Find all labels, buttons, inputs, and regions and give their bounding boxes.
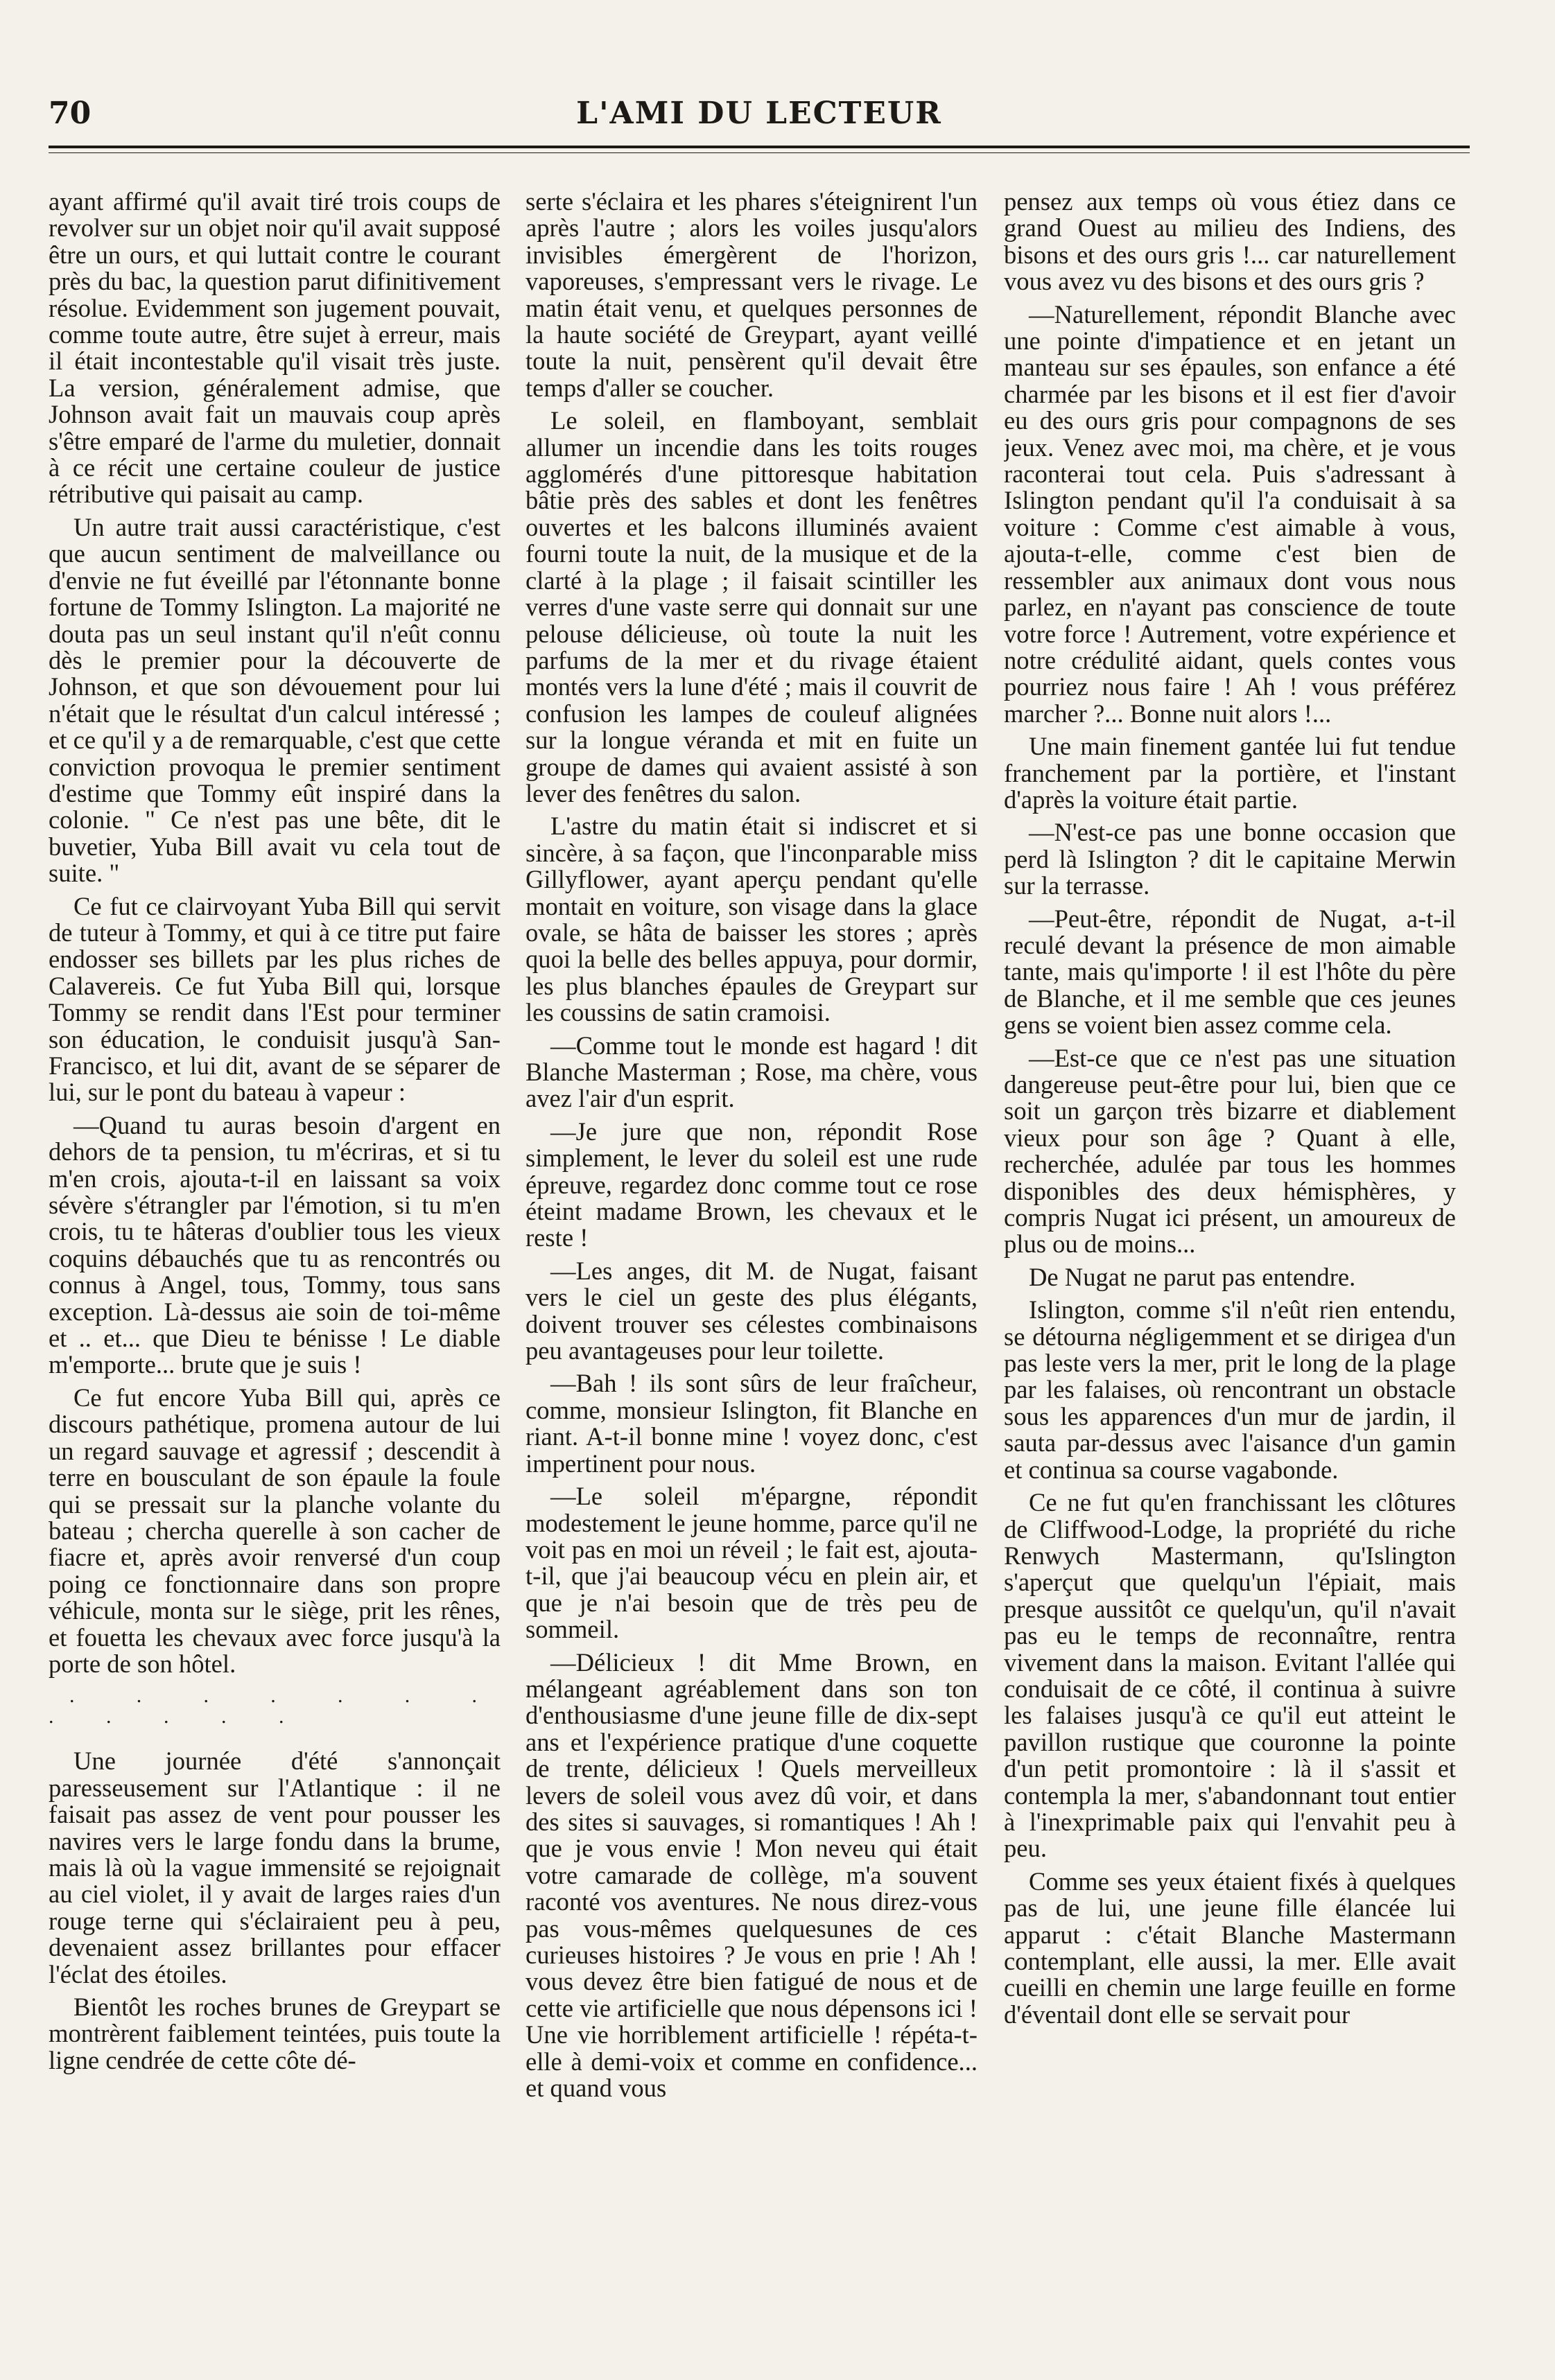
header-rule-thin [49,152,1470,153]
paragraph: Ce fut encore Yuba Bill qui, après ce discours pathétique, promena autour de lui un regard sauvage et agressif ; descendit à terre en bousculant de son épaule la foule qui se pressait sur la planche volante du bateau ; chercha querelle à son cacher de fiacre et, après avoir renversé d'un coup poing ce fonctionnaire dans son propre véhicule, monta sur le siège, prit les rênes, et fouetta les chevaux avec force jusqu'à la porte de son hôtel. [49,1383,501,1678]
paragraph: —Peut-être, répondit de Nugat, a-t-il reculé devant la présence de mon aimable tante, mais qu'importe ! il est l'hôte du père de Blanche, et il me semble que ces jeunes gens se voient bien assez comme cela. [1004,904,1456,1040]
paragraph: —Bah ! ils sont sûrs de leur fraîcheur, comme, monsieur Islington, fit Blanche en riant. A-t-il bonne mine ! voyez donc, c'est impertinent pour nous. [525,1369,978,1478]
paragraph: Comme ses yeux étaient fixés à quelques pas de lui, une jeune fille élancée lui apparut : c'était Blanche Mastermann contemplant, elle aussi, la mer. Elle avait cueilli en chemin une large feuille en forme d'éventail dont elle se servait pour [1004,1866,1456,2029]
paragraph: Bientôt les roches brunes de Greypart se montrèrent faiblement teintées, puis toute la ligne cendrée de cette côte dé- [49,1993,501,2074]
paragraph: Un autre trait aussi caractéristique, c'est que aucun sentiment de malveillance ou d'envie ne fut éveillé par l'étonnante bonne fortune de Tommy Islington. La majorité ne douta pas un seul instant qu'il n'eût connu dès le premier pour la découverte de Johnson, et que son dévouement pour lui n'était que le résultat d'un calcul intéressé ; et ce qu'il y a de remarquable, c'est que cette conviction provoqua le premier sentiment d'estime que Tommy eût inspiré dans la colonie. " Ce n'est pas une bête, dit le buvetier, Yuba Bill avait vu cela tout de suite. " [49,512,501,888]
header-rule [49,146,1470,148]
paragraph: —Je jure que non, répondit Rose simplement, le lever du soleil est une rude épreuve, regardez donc comme tout ce rose éteint madame Brown, les chevaux et le reste ! [525,1117,978,1252]
paragraph: —Les anges, dit M. de Nugat, faisant vers le ciel un geste des plus élégants, doivent trouver ses célestes combinaisons peu avantageuses pour leur toilette. [525,1256,978,1365]
paragraph: —Délicieux ! dit Mme Brown, en mélangeant agréablement dans son ton d'enthousiasme d'une jeune fille de dix-sept ans et l'expérience pratique d'une coquette de trente, délicieux ! Quels merveilleux levers de soleil vous avez dû voir, et dans des sites si sauvages, si romantiques ! Ah ! que je vous envie ! Mon neveu qui était votre camarade de collège, m'a souvent raconté vos aventures. Ne nous direz-vous pas vous-mêmes quelquesunes de ces curieuses histoires ? Je vous en prie ! Ah ! vous devez être bien fatigué de nous et de cette vie artificielle que nous dépensons ici ! Une vie horriblement artificielle ! répéta-t-elle à demi-voix et comme en confidence... et quand vous [525,1647,978,2103]
paragraph: —Le soleil m'épargne, répondit modestement le jeune homme, parce qu'il ne voit pas en moi un réveil ; le fait est, ajouta-t-il, que j'ai beaucoup vécu en plein air, et que je n'ai besoin que de très peu de sommeil. [525,1482,978,1644]
paragraph: serte s'éclaira et les phares s'éteignirent l'un après l'autre ; alors les voiles jusqu'alors invisibles émergèrent de l'horizon, vaporeuses, s'empressant vers le rivage. Le matin était venu, et quelques personnes de la haute société de Greypart, ayant veillé toute la nuit, pensèrent qu'il devait être temps d'aller se coucher. [525,189,978,402]
page-number: 70 [49,96,92,131]
column-3 [1004,189,1456,2351]
paragraph: Le soleil, en flamboyant, semblait allumer un incendie dans les toits rouges agglomérés d'une pittoresque habitation bâtie près des sables et dont les fenêtres ouvertes et les balcons illuminés avaient fourni toute la nuit, de la musique et de la clarté à la plage ; il faisait scintiller les verres d'une vaste serre qui donnait sur une pelouse délicieuse, où toute la nuit les parfums de la mer et du rivage étaient montés vers la lune d'été ; mais il couvrit de confusion les lampes de couleuf alignées sur la longue véranda et mit en fuite un groupe de dames qui avaient assisté à son lever des fenêtres du salon. [525,406,978,807]
column-1 [49,189,501,2351]
paragraph: Une main finement gantée lui fut tendue franchement par la portière, et l'instant d'après la voiture était partie. [1004,732,1456,814]
section-separator: . . . . . . . . . . . . [49,1684,501,1729]
paragraph: De Nugat ne parut pas entendre. [1029,1262,1356,1291]
paragraph: Ce ne fut qu'en franchissant les clôtures de Cliffwood-Lodge, la propriété du riche Renwych Mastermann, qu'Islington s'aperçut que quelqu'un l'épiait, mais presque aussitôt ce quelqu'un, qu'il n'avait pas eu le temps de reconnaître, rentra vivement dans la maison. Evitant l'allée qui conduisait de ce côté, il continua à suivre les falaises jusqu'à ce qu'il eut atteint le pavillon rustique que couronne la pointe d'un petit promontoire : là il s'assit et contempla la mer, s'abandonnant tout entier à l'inexprimable paix qui l'envahit peu à peu. [1004,1488,1456,1863]
page-header [49,96,1470,140]
journal-title: L'AMI DU LECTEUR [576,96,942,131]
paragraph: Une journée d'été s'annonçait paresseusement sur l'Atlantique : il ne faisait pas assez de vent pour pousser les navires vers le large fondu dans la brume, mais là où la vague immensité se rejoignait au ciel violet, il y avait de larges raies d'un rouge terne qui s'éclairaient peu à peu, devenaient assez brillantes pour effacer l'éclat des étoiles. [49,1747,501,1988]
paragraph: —N'est-ce pas une bonne occasion que perd là Islington ? dit le capitaine Merwin sur la terrasse. [1004,818,1456,900]
paragraph: —Naturellement, répondit Blanche avec une pointe d'impatience et en jetant un manteau sur ses épaules, son enfance a été charmée par les bisons et il est fier d'avoir eu des ours gris pour compagnons de ses jeux. Venez avec moi, ma chère, et je vous raconterai tout cela. Puis s'adressant à Islington pendant qu'il l'a conduisait à sa voiture : Comme c'est aimable à vous, ajouta-t-elle, comme c'est bien de ressembler aux animaux dont vous nous parlez, en n'ayant pas conscience de toute votre force ! Autrement, votre expérience et notre crédulité aidant, quels contes vous pourriez nous faire ! Ah ! vous préférez marcher ?... Bonne nuit alors !... [1004,299,1456,728]
paragraph: L'astre du matin était si indiscret et si sincère, à sa façon, que l'inconparable miss Gillyflower, ayant aperçu pendant qu'elle montait en voiture, son visage dans la glace ovale, se hâta de baisser les stores ; après quoi la belle des belles appuya, pour dormir, les plus blanches épaules de Greypart sur les coussins de satin cramoisi. [525,812,978,1027]
paragraph: —Est-ce que ce n'est pas une situation dangereuse peut-être pour lui, bien que ce soit un garçon très bizarre et diablement vieux pour son âge ? Quant à elle, recherchée, adulée par tous les hommes disponibles des deux hémisphères, y compris Nugat ici présent, un amoureux de plus ou de moins... [1004,1043,1456,1259]
paragraph: Islington, comme s'il n'eût rien entendu, se détourna négligemment et se dirigea d'un pas leste vers la mer, prit le long de la plage par les falaises, où rencontrant un obstacle sous les apparences d'un mur de jardin, il sauta par-dessus avec l'aisance d'un gamin et continua sa course vagabonde. [1004,1295,1456,1484]
paragraph: Ce fut ce clairvoyant Yuba Bill qui servit de tuteur à Tommy, et qui à ce titre put faire endosser ses billets par les plus riches de Calavereis. Ce fut Yuba Bill qui, lorsque Tommy se rendit dans l'Est pour terminer son éducation, le conduisit jusqu'à San-Francisco, et lui dit, avant de se séparer de lui, sur le pont du bateau à vapeur : [49,891,501,1107]
column-2 [525,189,978,2351]
paragraph: ayant affirmé qu'il avait tiré trois coups de revolver sur un objet noir qu'il avait supposé être un ours, et qui luttait contre le courant près du bac, la question parut difinitivement résolue. Evidemment son jugement pouvait, comme toute autre, être sujet à erreur, mais il était incontestable qu'il visait très juste. La version, généralement admise, que Johnson avait fait un mauvais coup après s'être emparé de l'arme du muletier, donnait à ce récit une certaine couleur de justice rétributive qui paisait au camp. [49,189,501,509]
paragraph: —Quand tu auras besoin d'argent en dehors de ta pension, tu m'écriras, et si tu m'en crois, ajouta-t-il en laissant sa voix sévère s'étrangler par l'émotion, si tu m'en crois, tu te hâteras d'oublier tous les vieux coquins débauchés que tu as rencontrés ou connus à Angel, tous, Tommy, tous sans exception. Là-dessus aie soin de toi-même et .. et... que Dieu te bénisse ! Le diable m'emporte... brute que je suis ! [49,1110,501,1379]
paragraph: pensez aux temps où vous étiez dans ce grand Ouest au milieu des Indiens, des bisons et des ours gris !... car naturellement vous avez vu des bisons et des ours gris ? [1004,189,1456,296]
paragraph: —Comme tout le monde est hagard ! dit Blanche Masterman ; Rose, ma chère, vous avez l'air d'un esprit. [525,1031,978,1113]
